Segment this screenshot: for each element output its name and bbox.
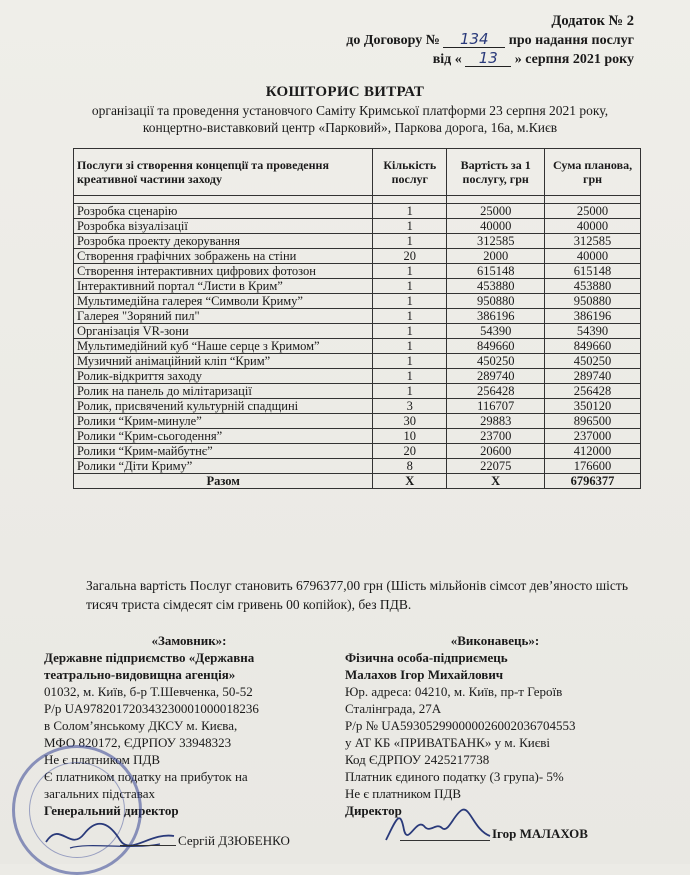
addendum-header — [346, 12, 634, 69]
unit-price-cell: 386196 — [447, 309, 545, 324]
sum-cell: 412000 — [545, 444, 641, 459]
service-cell: Мультимедійний куб “Наше серце з Кримом” — [74, 339, 373, 354]
quantity-cell: 20 — [373, 249, 447, 264]
unit-price-cell: 22075 — [447, 459, 545, 474]
customer-position: Генеральний директор — [44, 803, 179, 818]
customer-tax-1: Є платником податку на прибуток на — [44, 769, 248, 784]
sum-cell: 615148 — [545, 264, 641, 279]
unit-price-cell: 849660 — [447, 339, 545, 354]
service-cell: Розробка проекту декорування — [74, 234, 373, 249]
customer-signer: Сергій ДЗЮБЕНКО — [178, 833, 290, 848]
table-spacer-row — [74, 196, 641, 204]
signature-line-left — [120, 845, 176, 846]
sum-cell: 450250 — [545, 354, 641, 369]
signature-icon — [378, 800, 498, 850]
quantity-cell: 8 — [373, 459, 447, 474]
table-row — [74, 279, 641, 294]
sum-cell: 386196 — [545, 309, 641, 324]
header-unit-price: Вартість за 1 послугу, грн — [447, 149, 545, 196]
service-cell: Організація VR-зони — [74, 324, 373, 339]
subtitle-line-2: концертно-виставковий центр «Парковий», Паркова дорога, 16а, м.Києв — [142, 120, 558, 135]
contractor-name-1: Фізична особа-підприємець — [345, 650, 508, 665]
customer-codes: МФО 820172, ЄДРПОУ 33948323 — [44, 735, 232, 750]
customer-name-1: Державне підприємство «Державна — [44, 650, 255, 665]
sum-cell: 312585 — [545, 234, 641, 249]
contractor-signer: Ігор МАЛАХОВ — [492, 826, 588, 841]
table-row — [74, 249, 641, 264]
unit-price-cell: 40000 — [447, 219, 545, 234]
contract-suffix: про надання послуг — [508, 33, 634, 48]
date-suffix: » серпня 2021 року — [514, 52, 634, 67]
quantity-cell: 1 — [373, 279, 447, 294]
subtitle-line-1: організації та проведення установчого Саміту Кримської платформи 23 серпня 2021 року, — [91, 103, 609, 118]
table-row — [74, 399, 641, 414]
service-cell: Створення графічних зображень на стіни — [74, 249, 373, 264]
unit-price-cell: 615148 — [447, 264, 545, 279]
quantity-cell: 1 — [373, 384, 447, 399]
quantity-cell: 30 — [373, 414, 447, 429]
total-sum: 6796377 — [545, 474, 641, 489]
addendum-title: Додаток № 2 — [551, 13, 634, 29]
unit-price-cell: 256428 — [447, 384, 545, 399]
table-row — [74, 384, 641, 399]
total-price: X — [447, 474, 545, 489]
contractor-address-1: Юр. адреса: 04210, м. Київ, пр-т Героїв — [345, 684, 563, 699]
unit-price-cell: 950880 — [447, 294, 545, 309]
total-label: Разом — [74, 474, 373, 489]
total-row — [74, 474, 641, 489]
customer-role: «Замовник»: — [151, 633, 227, 648]
quantity-cell: 1 — [373, 354, 447, 369]
unit-price-cell: 20600 — [447, 444, 545, 459]
table-row — [74, 309, 641, 324]
quantity-cell: 10 — [373, 429, 447, 444]
contractor-tax: Платник єдиного податку (3 група)- 5% — [345, 769, 564, 784]
customer-bank: в Солом’янському ДКСУ м. Києва, — [44, 718, 238, 733]
sum-cell: 25000 — [545, 204, 641, 219]
table-row — [74, 324, 641, 339]
quantity-cell: 1 — [373, 204, 447, 219]
unit-price-cell: 450250 — [447, 354, 545, 369]
unit-price-cell: 453880 — [447, 279, 545, 294]
table-row — [74, 414, 641, 429]
quantity-cell: 1 — [373, 369, 447, 384]
table-row — [74, 429, 641, 444]
sum-cell: 256428 — [545, 384, 641, 399]
service-cell: Ролики “Діти Криму” — [74, 459, 373, 474]
date-prefix: від « — [432, 52, 462, 67]
unit-price-cell: 23700 — [447, 429, 545, 444]
contract-line — [346, 31, 634, 50]
quantity-cell: 1 — [373, 219, 447, 234]
header-planned-sum: Сума планова, грн — [545, 149, 641, 196]
contract-number: 134 — [443, 32, 505, 48]
quantity-cell: 1 — [373, 264, 447, 279]
service-cell: Музичний анімаційний кліп “Крим” — [74, 354, 373, 369]
service-cell: Мультимедійна галерея “Символи Криму” — [74, 294, 373, 309]
contractor-account: Р/р № UA593052990000026002036704553 — [345, 718, 576, 733]
customer-vat: Не є платником ПДВ — [44, 752, 161, 767]
sum-cell: 950880 — [545, 294, 641, 309]
quantity-cell: 1 — [373, 324, 447, 339]
customer-name-2: театрально-видовищна агенція» — [44, 667, 236, 682]
sum-cell: 289740 — [545, 369, 641, 384]
service-cell: Ролик на панель до мілітаризації — [74, 384, 373, 399]
contractor-code: Код ЄДРПОУ 2425217738 — [345, 752, 490, 767]
service-cell: Розробка візуалізації — [74, 219, 373, 234]
quantity-cell: 20 — [373, 444, 447, 459]
table-row — [74, 354, 641, 369]
header-quantity: Кількість послуг — [373, 149, 447, 196]
contractor-block — [345, 632, 645, 819]
signature-line-right — [400, 840, 490, 841]
contract-prefix: до Договору № — [346, 33, 440, 48]
unit-price-cell: 54390 — [447, 324, 545, 339]
quantity-cell: 1 — [373, 309, 447, 324]
sum-cell: 40000 — [545, 219, 641, 234]
customer-address: 01032, м. Київ, б-р Т.Шевченка, 50-52 — [44, 684, 253, 699]
sum-cell: 453880 — [545, 279, 641, 294]
table-row — [74, 369, 641, 384]
service-cell: Розробка сценарію — [74, 204, 373, 219]
table-row — [74, 234, 641, 249]
unit-price-cell: 116707 — [447, 399, 545, 414]
document-title: КОШТОРИС ВИТРАТ — [265, 84, 425, 100]
contractor-name-2: Малахов Ігор Михайлович — [345, 667, 504, 682]
table-row — [74, 204, 641, 219]
unit-price-cell: 2000 — [447, 249, 545, 264]
service-cell: Ролики “Крим-сьогодення” — [74, 429, 373, 444]
table-row — [74, 444, 641, 459]
table-row — [74, 294, 641, 309]
sum-cell: 40000 — [545, 249, 641, 264]
service-cell: Ролик, присвячений культурній спадщині — [74, 399, 373, 414]
sum-cell: 350120 — [545, 399, 641, 414]
customer-tax-2: загальних підставах — [44, 786, 156, 801]
unit-price-cell: 289740 — [447, 369, 545, 384]
table-row — [74, 219, 641, 234]
date-day: 13 — [465, 51, 511, 67]
total-qty: X — [373, 474, 447, 489]
contractor-vat: Не є платником ПДВ — [345, 786, 462, 801]
quantity-cell: 3 — [373, 399, 447, 414]
header-service: Послуги зі створення концепції та проведення креативної частини заходу — [74, 149, 373, 196]
quantity-cell: 1 — [373, 294, 447, 309]
signature-icon — [40, 812, 180, 856]
service-cell: Ролик-відкриття заходу — [74, 369, 373, 384]
contractor-role: «Виконавець»: — [450, 633, 540, 648]
service-cell: Галерея "Зоряний пил" — [74, 309, 373, 324]
unit-price-cell: 29883 — [447, 414, 545, 429]
sum-cell: 896500 — [545, 414, 641, 429]
sum-cell: 54390 — [545, 324, 641, 339]
cost-table — [73, 148, 641, 489]
service-cell: Інтерактивний портал “Листи в Крим” — [74, 279, 373, 294]
date-line — [346, 50, 634, 69]
total-summary: Загальна вартість Послуг становить 6796377,00 грн (Шість мільйонів сімсот дев’яносто шість тисяч триста сімдесят сім гривень 00 копійок), без ПДВ. — [86, 578, 628, 612]
table-row — [74, 459, 641, 474]
contractor-bank: у АТ КБ «ПРИВАТБАНК» у м. Києві — [345, 735, 551, 750]
sum-cell: 237000 — [545, 429, 641, 444]
table-body — [74, 204, 641, 474]
table-row — [74, 264, 641, 279]
sum-cell: 849660 — [545, 339, 641, 354]
document-subtitle — [40, 102, 660, 136]
quantity-cell: 1 — [373, 339, 447, 354]
unit-price-cell: 312585 — [447, 234, 545, 249]
sum-cell: 176600 — [545, 459, 641, 474]
contractor-address-2: Сталінграда, 27А — [345, 701, 442, 716]
service-cell: Створення інтерактивних цифрових фотозон — [74, 264, 373, 279]
customer-account: Р/р UA978201720343230001000018236 — [44, 701, 259, 716]
table-row — [74, 339, 641, 354]
contractor-position: Директор — [345, 803, 402, 818]
service-cell: Ролики “Крим-минуле” — [74, 414, 373, 429]
unit-price-cell: 25000 — [447, 204, 545, 219]
service-cell: Ролики “Крим-майбутнє” — [74, 444, 373, 459]
table-header-row — [74, 149, 641, 196]
quantity-cell: 1 — [373, 234, 447, 249]
